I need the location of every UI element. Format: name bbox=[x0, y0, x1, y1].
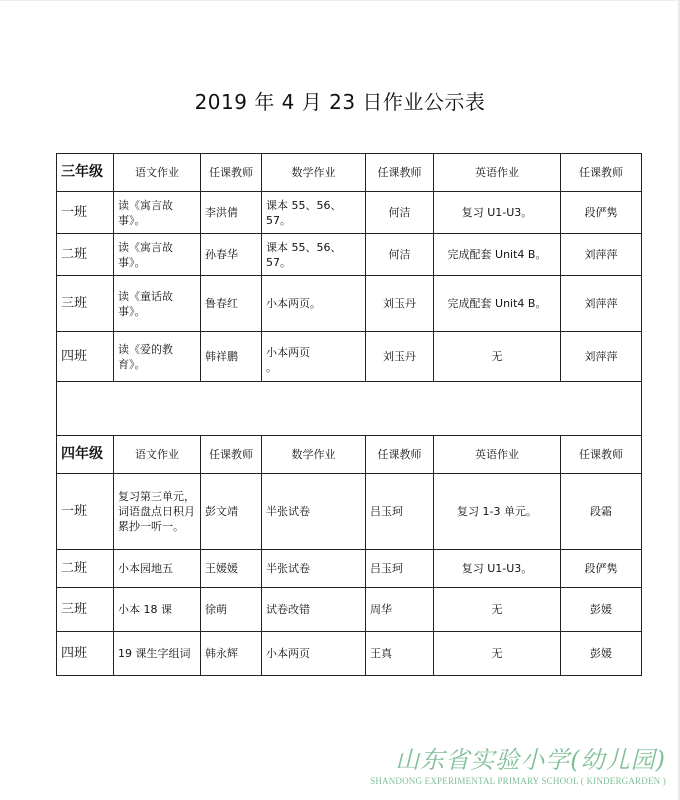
chinese-homework: 读《爱的教育》。 bbox=[114, 332, 201, 382]
col-chinese-header: 语文作业 bbox=[114, 436, 201, 474]
english-teacher: 段霜 bbox=[561, 474, 642, 550]
chinese-homework: 读《寓言故事》。 bbox=[114, 192, 201, 234]
chinese-teacher: 韩祥鹏 bbox=[201, 332, 262, 382]
chinese-teacher: 韩永辉 bbox=[201, 632, 262, 676]
grade4-header-row bbox=[57, 436, 642, 474]
class-label: 一班 bbox=[57, 474, 114, 550]
col-teacher-header: 任课教师 bbox=[201, 154, 262, 192]
math-teacher: 何洁 bbox=[366, 234, 434, 276]
math-homework: 半张试卷 bbox=[262, 550, 366, 588]
english-teacher: 彭媛 bbox=[561, 588, 642, 632]
math-homework: 课本 55、56、57。 bbox=[262, 192, 366, 234]
school-logo-english: SHANDONG EXPERIMENTAL PRIMARY SCHOOL ( KINDERGARDEN ) bbox=[370, 776, 666, 786]
table-row bbox=[57, 632, 642, 676]
chinese-homework: 读《寓言故事》。 bbox=[114, 234, 201, 276]
english-homework: 复习 1-3 单元。 bbox=[434, 474, 561, 550]
chinese-homework: 小本 18 课 bbox=[114, 588, 201, 632]
math-homework: 课本 55、56、57。 bbox=[262, 234, 366, 276]
school-logo bbox=[366, 745, 666, 787]
english-teacher: 刘萍萍 bbox=[561, 234, 642, 276]
chinese-teacher: 鲁春红 bbox=[201, 276, 262, 332]
chinese-homework: 小本园地五 bbox=[114, 550, 201, 588]
table-row bbox=[57, 276, 642, 332]
chinese-teacher: 李洪倩 bbox=[201, 192, 262, 234]
col-teacher-header: 任课教师 bbox=[201, 436, 262, 474]
col-math-header: 数学作业 bbox=[262, 154, 366, 192]
chinese-homework: 19 课生字组词 bbox=[114, 632, 201, 676]
chinese-teacher: 徐萌 bbox=[201, 588, 262, 632]
homework-table bbox=[56, 153, 642, 676]
school-logo-chinese: 山东省实验小学(幼儿园) bbox=[395, 746, 666, 774]
grade3-header-row bbox=[57, 154, 642, 192]
english-homework: 无 bbox=[434, 332, 561, 382]
page-top-edge bbox=[0, 0, 680, 1]
table-row bbox=[57, 550, 642, 588]
english-teacher: 段俨隽 bbox=[561, 192, 642, 234]
col-teacher-header: 任课教师 bbox=[366, 154, 434, 192]
math-teacher: 王真 bbox=[366, 632, 434, 676]
english-teacher: 刘萍萍 bbox=[561, 276, 642, 332]
english-teacher: 段俨隽 bbox=[561, 550, 642, 588]
class-label: 三班 bbox=[57, 276, 114, 332]
table-row bbox=[57, 588, 642, 632]
col-english-header: 英语作业 bbox=[434, 436, 561, 474]
blank-cell bbox=[57, 382, 642, 436]
table-row bbox=[57, 474, 642, 550]
chinese-teacher: 彭文靖 bbox=[201, 474, 262, 550]
math-homework: 小本两页 。 bbox=[262, 332, 366, 382]
class-label: 三班 bbox=[57, 588, 114, 632]
math-teacher: 何洁 bbox=[366, 192, 434, 234]
blank-separator-row bbox=[57, 382, 642, 436]
col-chinese-header: 语文作业 bbox=[114, 154, 201, 192]
math-homework: 小本两页 bbox=[262, 632, 366, 676]
chinese-homework: 读《童话故事》。 bbox=[114, 276, 201, 332]
col-teacher-header: 任课教师 bbox=[561, 436, 642, 474]
table-row bbox=[57, 234, 642, 276]
chinese-homework: 复习第三单元，词语盘点日积月累抄一听一。 bbox=[114, 474, 201, 550]
grade4-label: 四年级 bbox=[57, 436, 114, 474]
class-label: 二班 bbox=[57, 550, 114, 588]
english-homework: 无 bbox=[434, 588, 561, 632]
grade3-label: 三年级 bbox=[57, 154, 114, 192]
table-row bbox=[57, 332, 642, 382]
page-title: 2019 年 4 月 23 日作业公示表 bbox=[194, 90, 486, 114]
math-teacher: 刘玉丹 bbox=[366, 332, 434, 382]
english-homework: 完成配套 Unit4 B。 bbox=[434, 276, 561, 332]
class-label: 二班 bbox=[57, 234, 114, 276]
math-homework: 试卷改错 bbox=[262, 588, 366, 632]
math-teacher: 吕玉珂 bbox=[366, 550, 434, 588]
class-label: 四班 bbox=[57, 332, 114, 382]
chinese-teacher: 王媛媛 bbox=[201, 550, 262, 588]
col-teacher-header: 任课教师 bbox=[366, 436, 434, 474]
english-teacher: 刘萍萍 bbox=[561, 332, 642, 382]
math-teacher: 吕玉珂 bbox=[366, 474, 434, 550]
table-row bbox=[57, 192, 642, 234]
col-english-header: 英语作业 bbox=[434, 154, 561, 192]
col-math-header: 数学作业 bbox=[262, 436, 366, 474]
class-label: 四班 bbox=[57, 632, 114, 676]
english-homework: 复习 U1-U3。 bbox=[434, 550, 561, 588]
chinese-teacher: 孙春华 bbox=[201, 234, 262, 276]
math-teacher: 周华 bbox=[366, 588, 434, 632]
math-homework: 小本两页。 bbox=[262, 276, 366, 332]
english-teacher: 彭媛 bbox=[561, 632, 642, 676]
math-teacher: 刘玉丹 bbox=[366, 276, 434, 332]
english-homework: 复习 U1-U3。 bbox=[434, 192, 561, 234]
col-teacher-header: 任课教师 bbox=[561, 154, 642, 192]
math-homework: 半张试卷 bbox=[262, 474, 366, 550]
english-homework: 无 bbox=[434, 632, 561, 676]
english-homework: 完成配套 Unit4 B。 bbox=[434, 234, 561, 276]
class-label: 一班 bbox=[57, 192, 114, 234]
